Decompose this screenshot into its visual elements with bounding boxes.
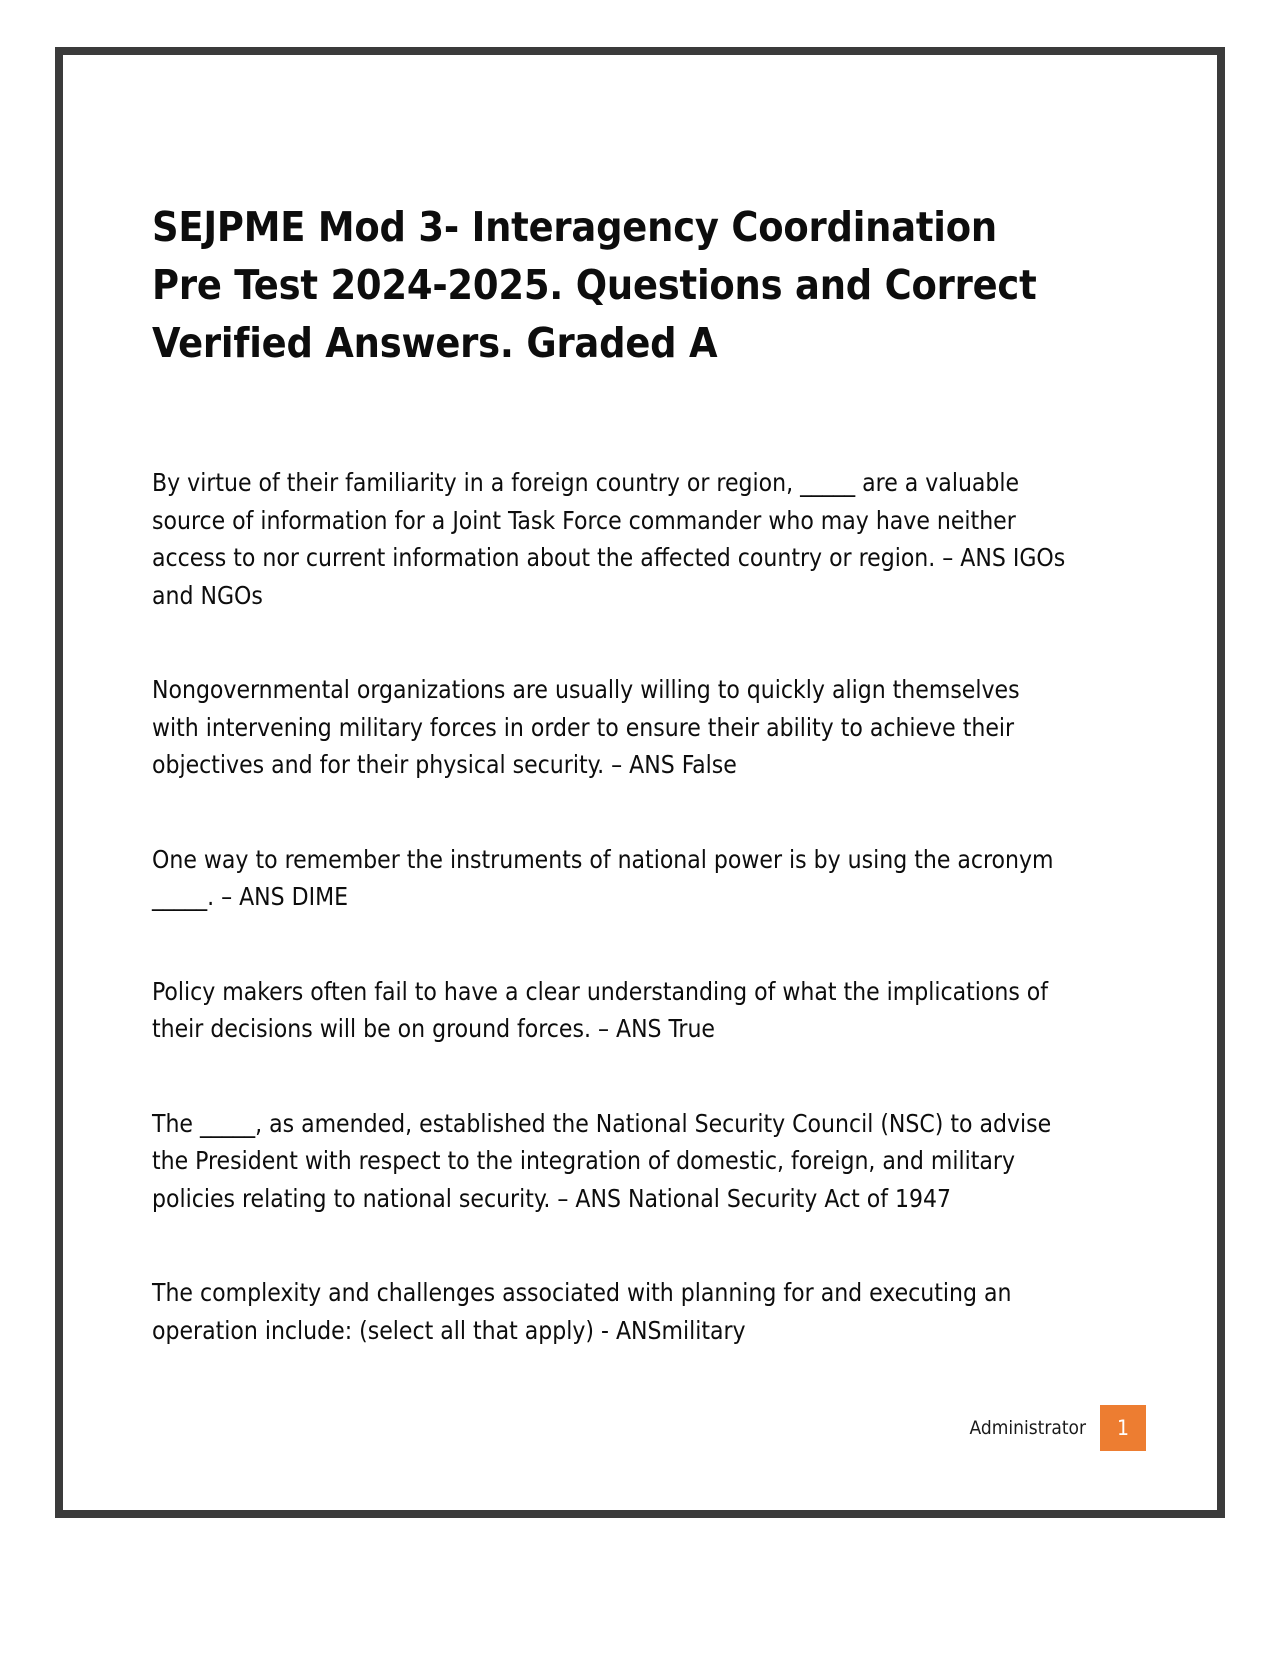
page-title: SEJPME Mod 3- Interagency Coordination Pre Test 2024-2025. Questions and Correct Verified Answers. Graded A xyxy=(152,203,1037,367)
question-paragraph-3: One way to remember the instruments of national power is by using the acronym _____. – ANS DIME xyxy=(152,844,1054,911)
question-paragraph-2: Nongovernmental organizations are usually willing to quickly align themselves with intervening military forces in order to ensure their ability to achieve their objectives and for their physical security. – ANS False xyxy=(152,675,1020,779)
page-number-badge: 1 xyxy=(1100,1405,1146,1451)
document-page xyxy=(55,47,1225,1518)
footer-author-label: Administrator xyxy=(969,1416,1086,1439)
page-content-area xyxy=(63,55,1217,1510)
question-list xyxy=(152,464,1072,1349)
question-paragraph-4: Policy makers often fail to have a clear understanding of what the implications of their decisions will be on ground forces. – ANS True xyxy=(152,976,1049,1043)
page-footer xyxy=(970,1405,1146,1451)
document-body xyxy=(152,198,1072,1349)
question-paragraph-5: The _____, as amended, established the National Security Council (NSC) to advise the President with respect to the integration of domestic, foreign, and military policies relating to national security. – ANS National Security Act of 1947 xyxy=(152,1108,1052,1213)
question-paragraph-6: The complexity and challenges associated with planning for and executing an operation include: (select all that apply) - ANSmilitary xyxy=(152,1278,1012,1345)
question-paragraph-1: By virtue of their familiarity in a foreign country or region, _____ are a valuable source of information for a Joint Task Force commander who may have neither access to nor current information about the affected country or region. – ANS IGOs and NGOs xyxy=(152,468,1066,610)
